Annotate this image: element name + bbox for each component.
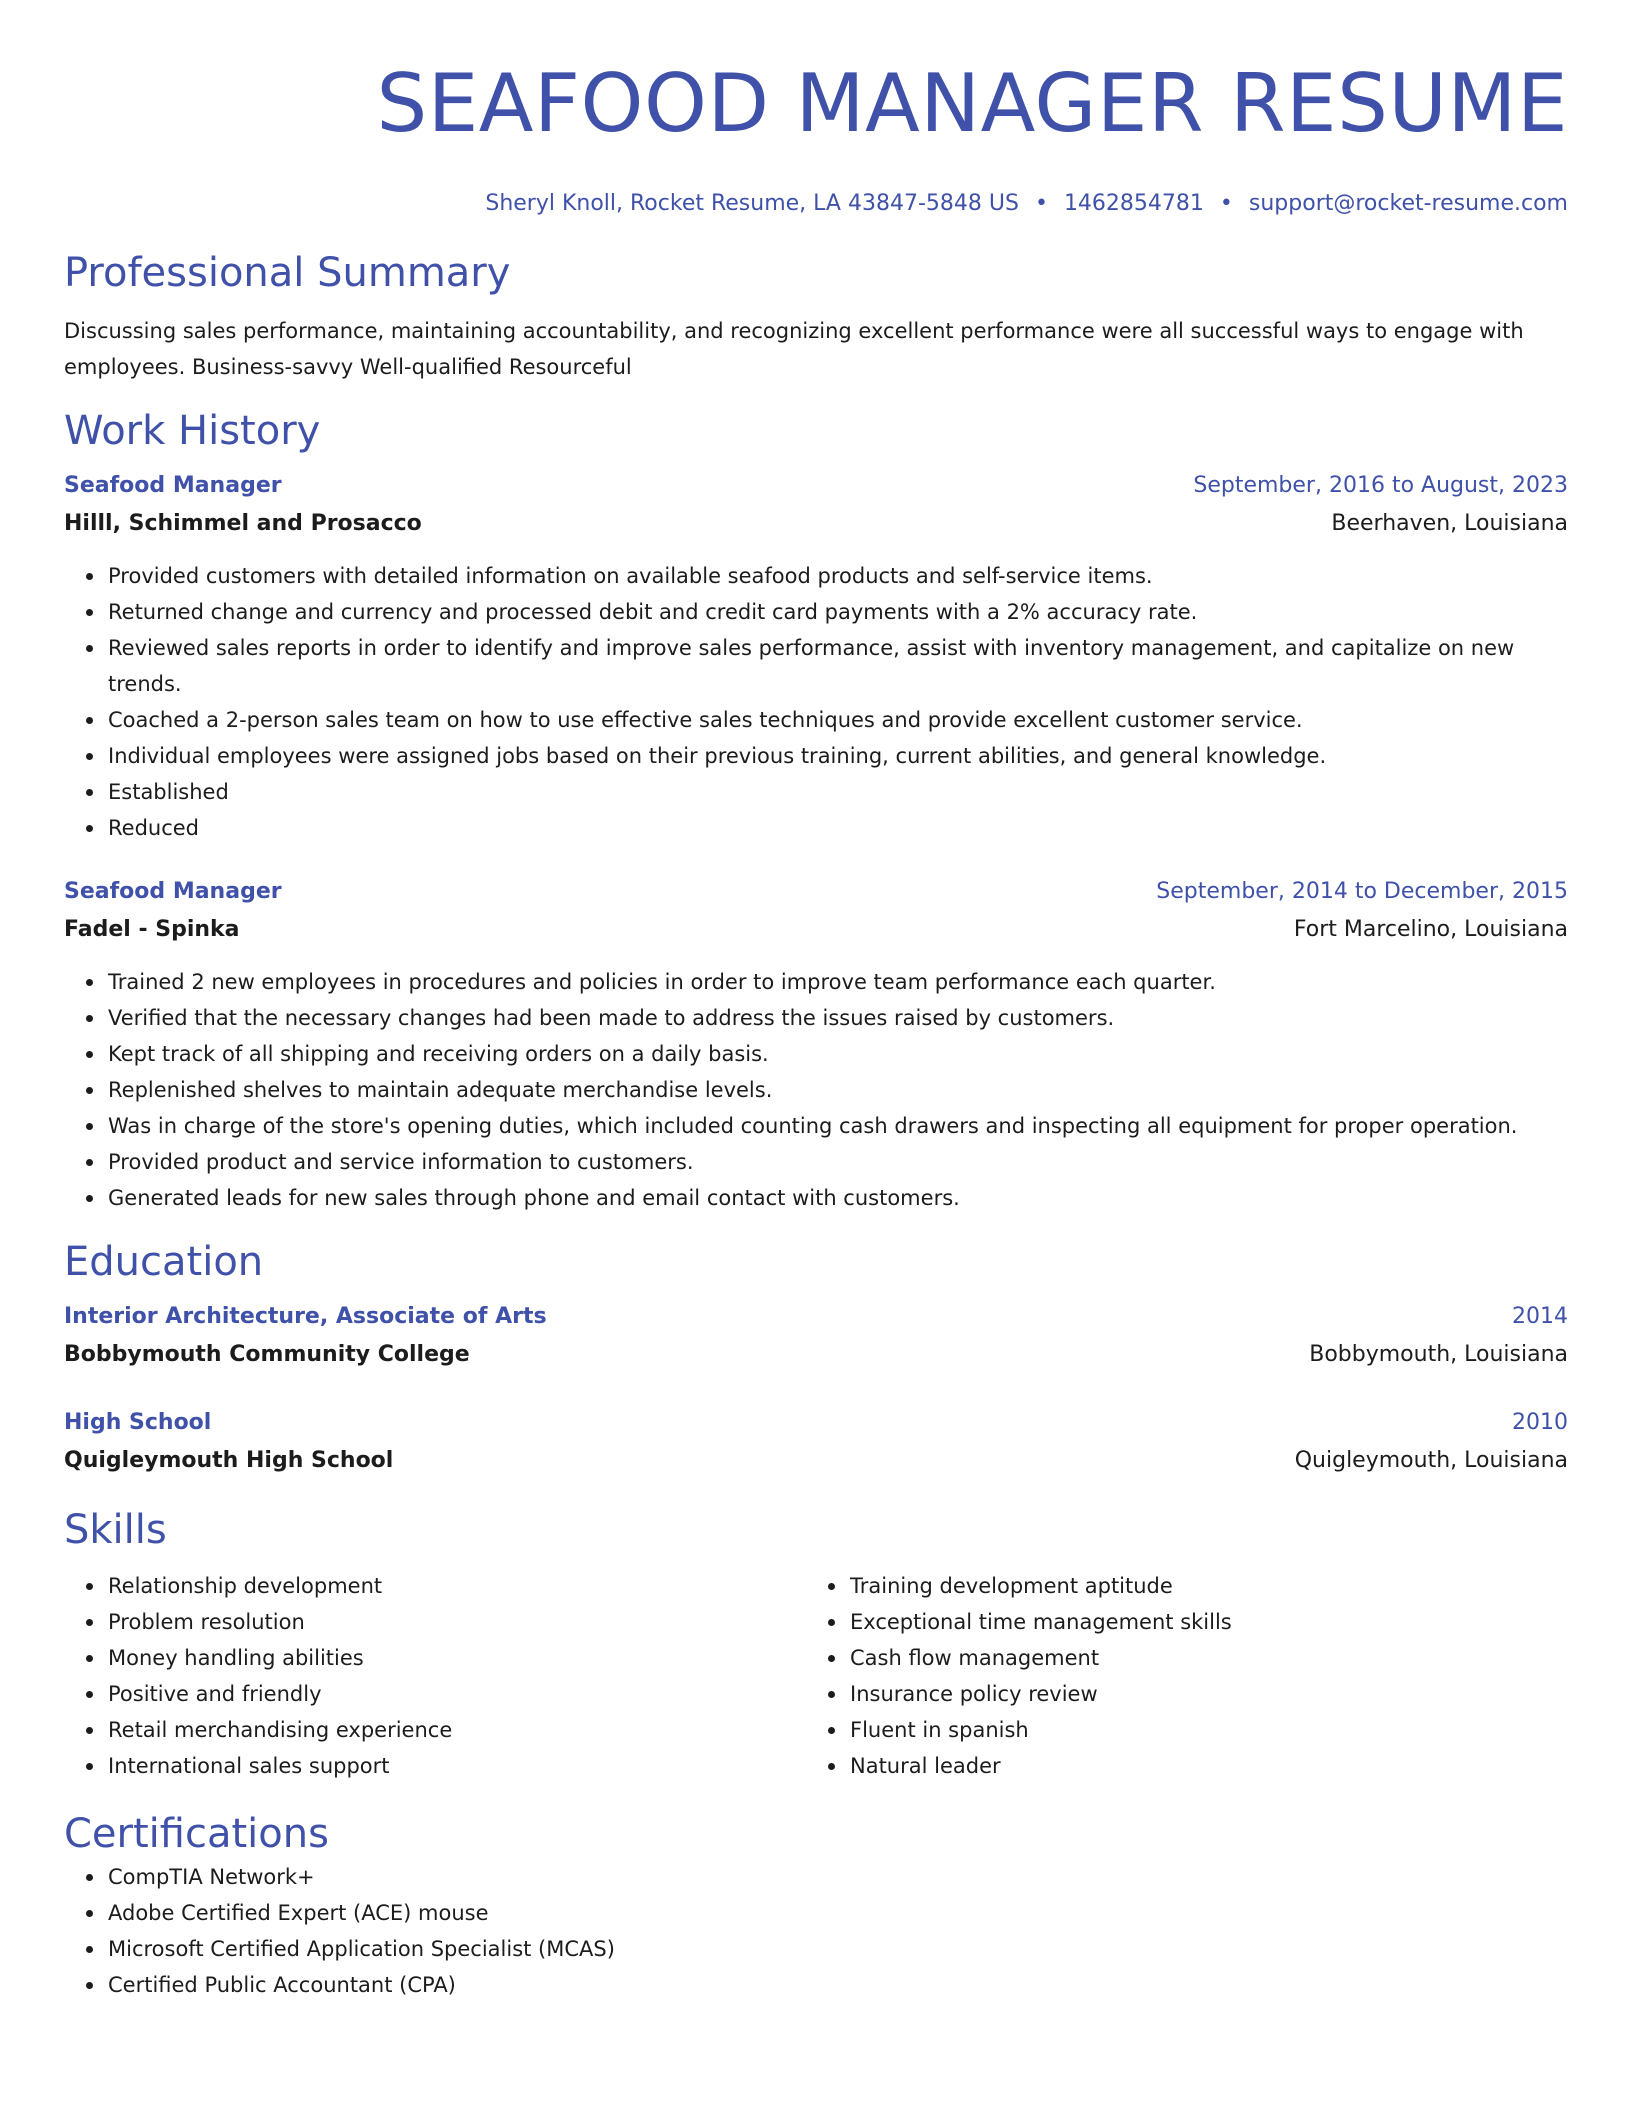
summary-text: Discussing sales performance, maintaining accountability, and recognizing excellent performance were all successful ways to engage with employees. Business-savvy Well-qualified Resourceful <box>64 319 1524 379</box>
skills-list <box>806 1568 1548 1784</box>
contact-email[interactable]: support@rocket-resume.com <box>1248 191 1568 216</box>
skill-item: Natural leader <box>850 1748 1548 1784</box>
education-entry <box>64 1298 1568 1374</box>
job-bullets <box>64 964 1568 1216</box>
skill-item: Positive and friendly <box>108 1676 806 1712</box>
job-bullet: Replenished shelves to maintain adequate merchandise levels. <box>108 1072 1568 1108</box>
resume-title: SEAFOOD MANAGER RESUME <box>376 57 1568 150</box>
job-location: Fort Marcelino, Louisiana <box>1293 917 1568 942</box>
skill-item: Training development aptitude <box>850 1568 1548 1604</box>
summary-heading: Professional Summary <box>64 250 511 296</box>
job-bullet: Provided customers with detailed information on available seafood products and self-service items. <box>108 558 1568 594</box>
skills-column-right <box>806 1568 1548 1784</box>
skills-list <box>64 1568 806 1784</box>
job-entry <box>64 467 1568 846</box>
job-company: Hilll, Schimmel and Prosacco <box>64 511 422 536</box>
education-school: Bobbymouth Community College <box>64 1342 470 1367</box>
certification-item: Microsoft Certified Application Specialist (MCAS) <box>108 1931 1568 1967</box>
job-bullet: Provided product and service information to customers. <box>108 1144 1568 1180</box>
certification-item: CompTIA Network+ <box>108 1859 1568 1895</box>
skill-item: Cash flow management <box>850 1640 1548 1676</box>
skill-item: Fluent in spanish <box>850 1712 1548 1748</box>
skill-item: Problem resolution <box>108 1604 806 1640</box>
job-dates: September, 2016 to August, 2023 <box>1193 473 1568 498</box>
education-header-row <box>64 1404 1568 1442</box>
job-bullet: Coached a 2-person sales team on how to use effective sales techniques and provide excellent customer service. <box>108 702 1568 738</box>
contact-phone: 1462854781 <box>1063 191 1204 216</box>
job-entry <box>64 873 1568 1216</box>
work-history-heading: Work History <box>64 408 321 454</box>
job-bullet: Kept track of all shipping and receiving orders on a daily basis. <box>108 1036 1568 1072</box>
job-bullet: Trained 2 new employees in procedures and policies in order to improve team performance each quarter. <box>108 964 1568 1000</box>
contact-address: Sheryl Knoll, Rocket Resume, LA 43847-5848 US <box>485 191 1019 216</box>
education-heading: Education <box>64 1239 264 1285</box>
job-location: Beerhaven, Louisiana <box>1331 511 1568 536</box>
job-header-row <box>64 467 1568 505</box>
skills-heading: Skills <box>64 1507 167 1553</box>
job-bullet: Was in charge of the store's opening duties, which included counting cash drawers and inspecting all equipment for proper operation. <box>108 1108 1568 1144</box>
education-location: Bobbymouth, Louisiana <box>1309 1342 1568 1367</box>
contact-line <box>64 189 1568 219</box>
job-bullet: Verified that the necessary changes had been made to address the issues raised by customers. <box>108 1000 1568 1036</box>
job-header-row <box>64 873 1568 911</box>
skills-column-left <box>64 1568 806 1784</box>
education-school-row <box>64 1442 1568 1480</box>
job-bullet: Reviewed sales reports in order to identify and improve sales performance, assist with inventory management, and capitalize on new trends. <box>108 630 1568 702</box>
skill-item: Exceptional time management skills <box>850 1604 1548 1640</box>
skill-item: Retail merchandising experience <box>108 1712 806 1748</box>
education-year: 2014 <box>1512 1304 1568 1329</box>
job-company-row <box>64 911 1568 949</box>
certification-item: Adobe Certified Expert (ACE) mouse <box>108 1895 1568 1931</box>
contact-separator: • <box>1034 191 1048 216</box>
certifications-heading: Certifications <box>64 1811 329 1857</box>
education-header-row <box>64 1298 1568 1336</box>
job-bullets <box>64 558 1568 846</box>
contact-separator: • <box>1219 191 1233 216</box>
job-role: Seafood Manager <box>64 473 282 498</box>
certification-item: Certified Public Accountant (CPA) <box>108 1967 1568 2003</box>
skill-item: Insurance policy review <box>850 1676 1548 1712</box>
job-bullet: Established <box>108 774 1568 810</box>
education-school-row <box>64 1336 1568 1374</box>
education-degree: High School <box>64 1410 212 1435</box>
job-bullet: Individual employees were assigned jobs based on their previous training, current abilities, and general knowledge. <box>108 738 1568 774</box>
skills-columns <box>64 1568 1568 1784</box>
job-bullet: Generated leads for new sales through phone and email contact with customers. <box>108 1180 1568 1216</box>
job-company: Fadel - Spinka <box>64 917 240 942</box>
certifications-list <box>64 1859 1568 2003</box>
job-role: Seafood Manager <box>64 879 282 904</box>
skill-item: International sales support <box>108 1748 806 1784</box>
job-company-row <box>64 505 1568 543</box>
skill-item: Money handling abilities <box>108 1640 806 1676</box>
skill-item: Relationship development <box>108 1568 806 1604</box>
job-bullet: Reduced <box>108 810 1568 846</box>
education-year: 2010 <box>1512 1410 1568 1435</box>
education-entry <box>64 1404 1568 1480</box>
education-location: Quigleymouth, Louisiana <box>1294 1448 1568 1473</box>
job-bullet: Returned change and currency and processed debit and credit card payments with a 2% accuracy rate. <box>108 594 1568 630</box>
education-school: Quigleymouth High School <box>64 1448 394 1473</box>
education-degree: Interior Architecture, Associate of Arts <box>64 1304 547 1329</box>
job-dates: September, 2014 to December, 2015 <box>1156 879 1568 904</box>
